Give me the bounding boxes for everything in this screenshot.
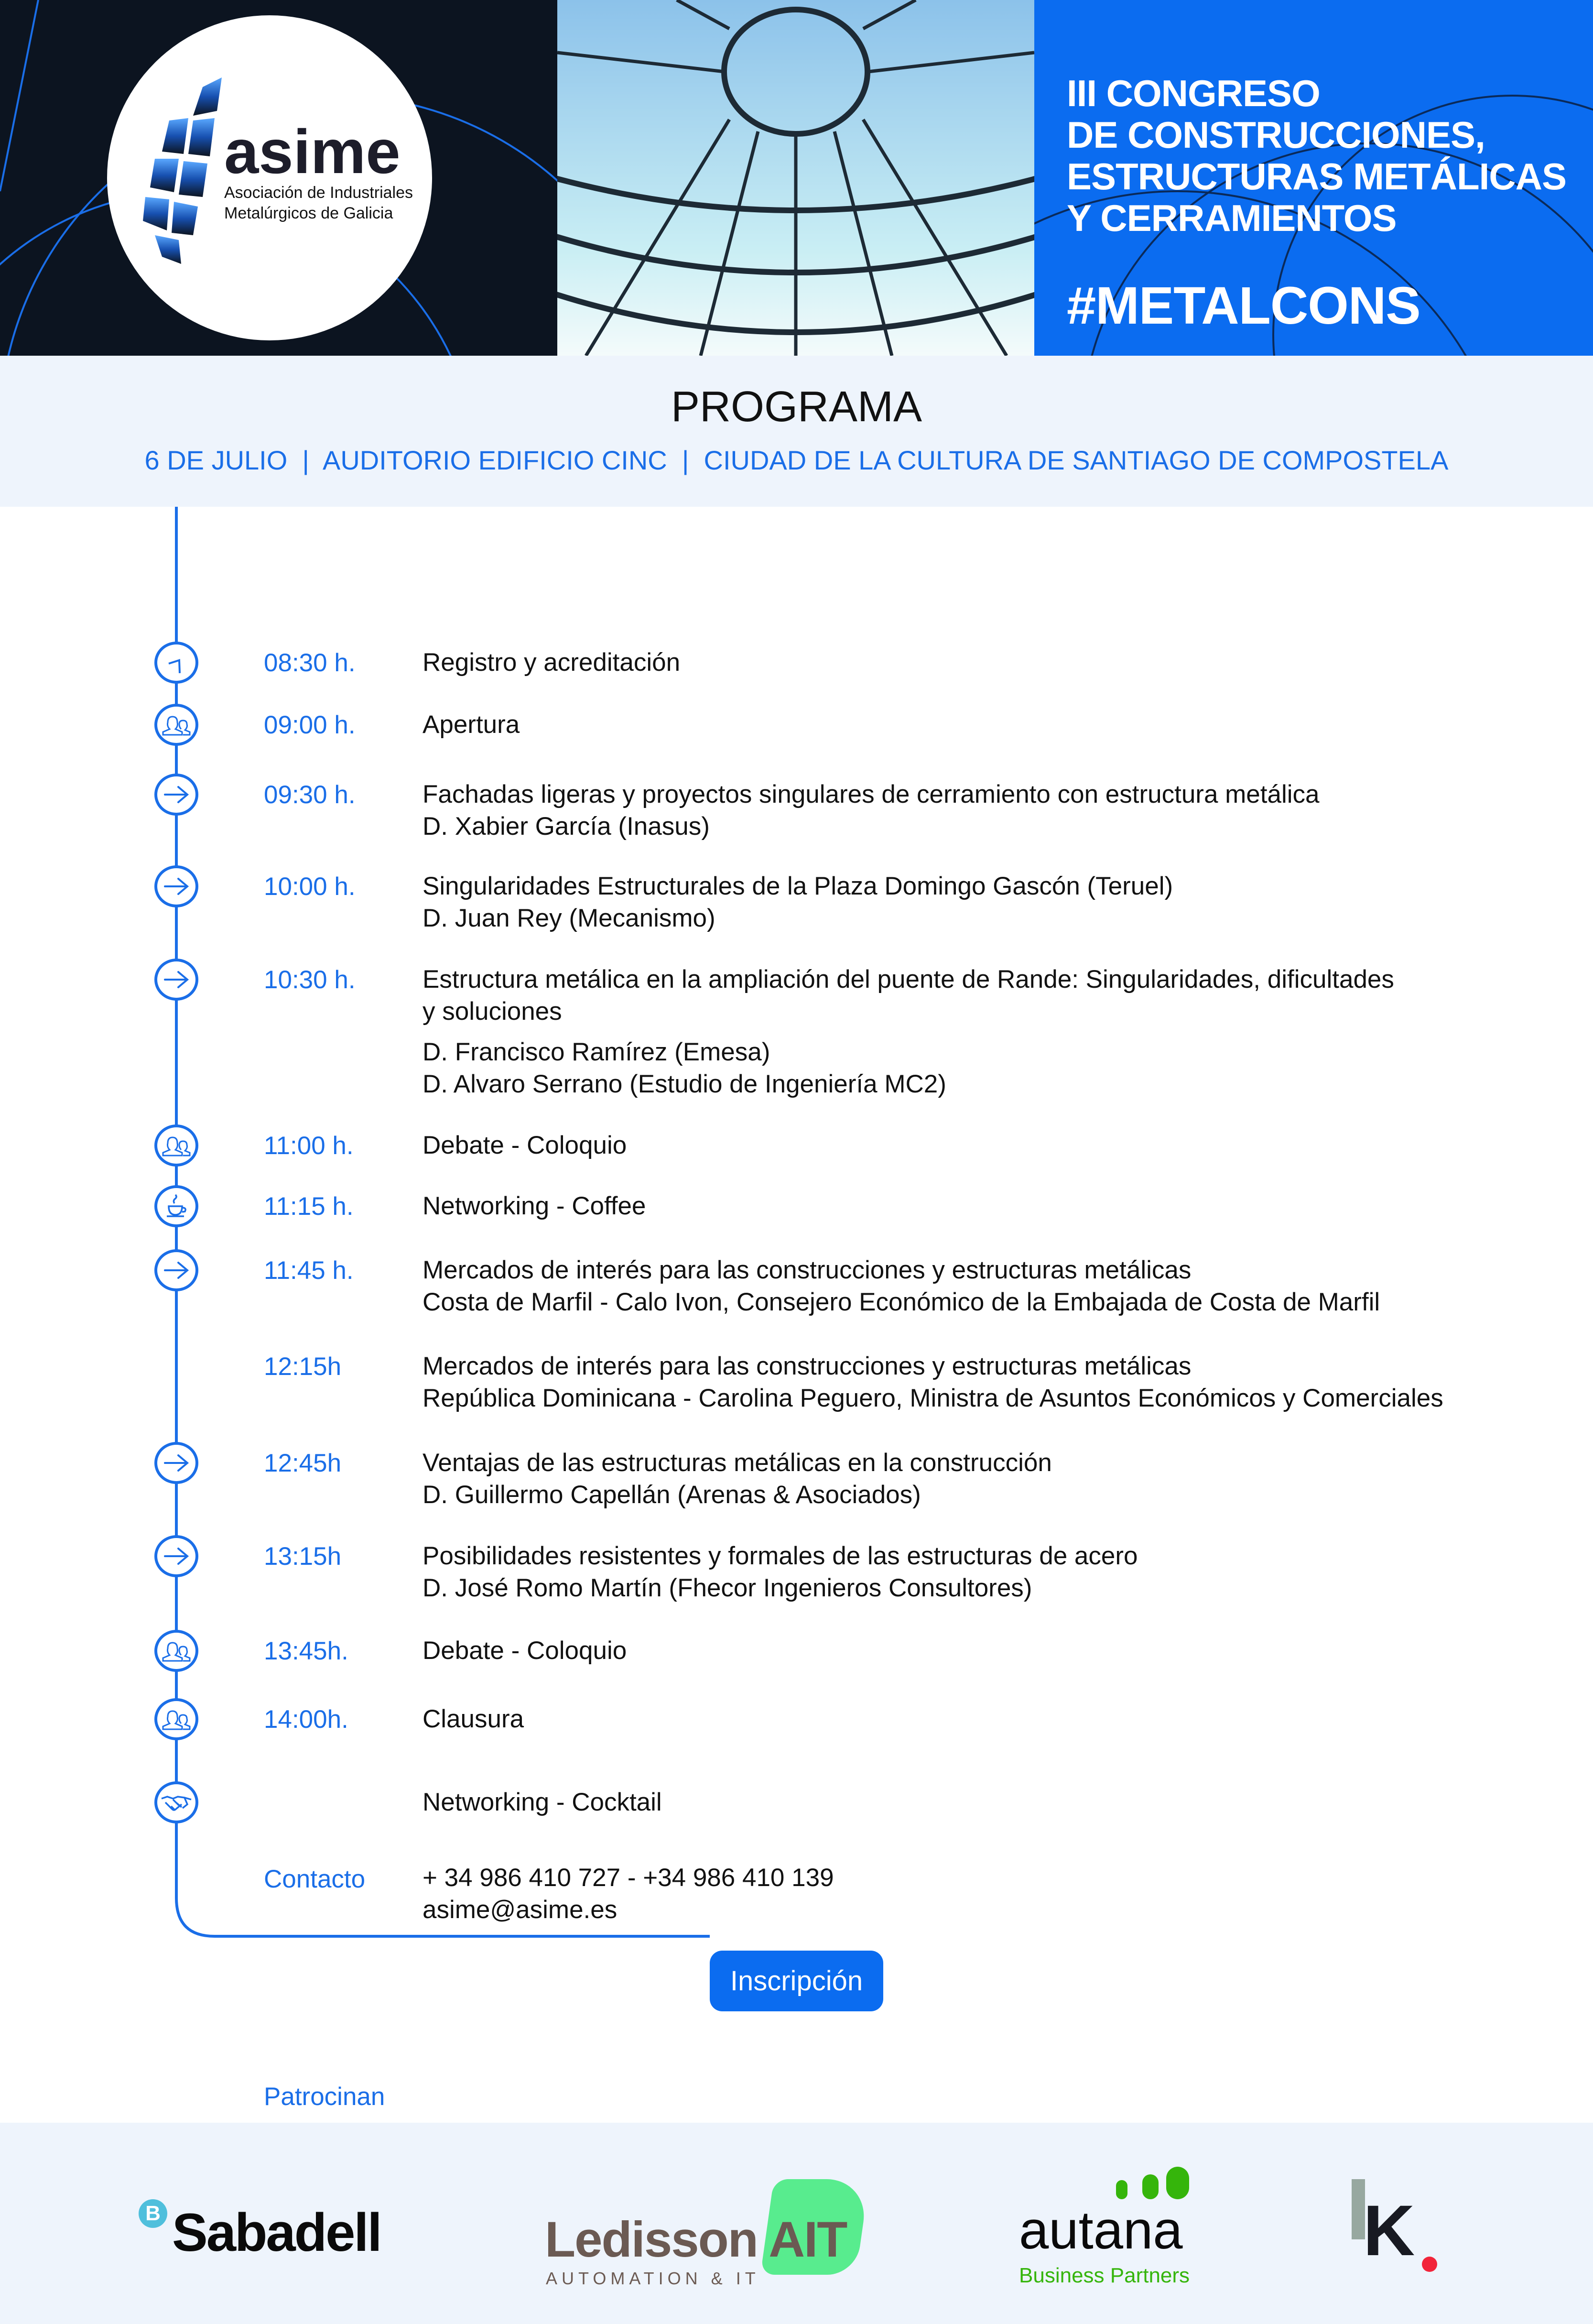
logo-name: asime	[224, 117, 401, 186]
arrow-right-icon	[154, 1442, 198, 1484]
schedule-time: 08:30 h.	[264, 649, 356, 677]
schedule-description: Mercados de interés para las construcciones y estructuras metálicas	[423, 1256, 1192, 1284]
schedule-time: 14:00h.	[264, 1705, 348, 1734]
congress-title-line: III CONGRESO	[1067, 72, 1320, 114]
schedule-time: 10:00 h.	[264, 873, 356, 901]
schedule-time: 13:15h	[264, 1542, 342, 1571]
sabadell-logo: B	[139, 2199, 167, 2228]
schedule-description: Ventajas de las estructuras metálicas en la construcción	[423, 1449, 1052, 1477]
contact-label: Contacto	[264, 1865, 366, 1893]
contact-phones: + 34 986 410 727 - +34 986 410 139	[423, 1864, 834, 1892]
logo-subtitle-1: Asociación de Industriales	[224, 184, 413, 202]
schedule-description: Fachadas ligeras y proyectos singulares de cerramiento con estructura metálica	[423, 780, 1320, 808]
congress-title-line: DE CONSTRUCCIONES,	[1067, 114, 1485, 156]
lk-logo-dot	[1422, 2257, 1437, 2272]
autana-tagline: Business Partners	[1019, 2264, 1190, 2287]
coffee-icon	[154, 1185, 198, 1227]
schedule-description: D. Alvaro Serrano (Estudio de Ingeniería MC2)	[423, 1070, 946, 1098]
arrow-right-icon	[154, 959, 198, 1001]
header-banner	[0, 0, 1593, 356]
contact-email[interactable]: asime@asime.es	[423, 1896, 618, 1924]
timeline-line	[0, 507, 717, 1989]
arrow-right-icon	[154, 774, 198, 816]
hashtag: #METALCONS	[1067, 276, 1420, 335]
sponsors-band	[0, 2123, 1593, 2324]
schedule-time: 13:45h.	[264, 1637, 348, 1665]
schedule-time: 09:30 h.	[264, 781, 356, 809]
register-button[interactable]: Inscripción	[710, 1951, 883, 2011]
people-icon	[154, 704, 198, 746]
clock-icon	[154, 642, 198, 684]
congress-title-line: Y CERRAMIENTOS	[1067, 197, 1397, 239]
arrow-right-icon	[154, 1249, 198, 1291]
congress-title-line: ESTRUCTURAS METÁLICAS	[1067, 155, 1566, 197]
schedule-description: República Dominicana - Carolina Peguero, Ministra de Asuntos Económicos y Comerciales	[423, 1384, 1443, 1412]
sabadell-logo-text: Sabadell	[172, 2203, 381, 2262]
schedule-description: D. Guillermo Capellán (Arenas & Asociados)	[423, 1481, 921, 1509]
event-details: 6 DE JULIO | AUDITORIO EDIFICIO CINC | CIUDAD DE LA CULTURA DE SANTIAGO DE COMPOSTELA	[144, 445, 1449, 475]
schedule-description: Estructura metálica en la ampliación del puente de Rande: Singularidades, dificultades	[423, 965, 1394, 993]
autana-dot	[1142, 2174, 1159, 2199]
schedule-description: D. Xabier García (Inasus)	[423, 812, 710, 840]
schedule-description: Networking - Cocktail	[423, 1788, 662, 1816]
autana-dot	[1166, 2167, 1189, 2199]
people-icon	[154, 1698, 198, 1740]
handshake-icon	[154, 1781, 198, 1823]
schedule-time: 11:00 h.	[264, 1132, 354, 1160]
schedule-description: Costa de Marfil - Calo Ivon, Consejero Económico de la Embajada de Costa de Marfil	[423, 1288, 1380, 1316]
logo-tiles-icon	[121, 68, 231, 288]
people-icon	[154, 1630, 198, 1672]
schedule-time: 09:00 h.	[264, 711, 356, 739]
people-icon	[154, 1124, 198, 1167]
schedule-description: Networking - Coffee	[423, 1192, 646, 1220]
schedule-description: D. Juan Rey (Mecanismo)	[423, 904, 715, 932]
schedule-description: Debate - Coloquio	[423, 1131, 627, 1159]
arrow-right-icon	[154, 1535, 198, 1577]
schedule-time: 11:45 h.	[264, 1256, 354, 1285]
logo-subtitle-2: Metalúrgicos de Galicia	[224, 204, 393, 222]
schedule-time: 12:15h	[264, 1353, 342, 1381]
schedule-description: Debate - Coloquio	[423, 1637, 627, 1665]
dome-photo	[557, 0, 1034, 356]
lk-logo-k: K	[1363, 2190, 1415, 2270]
schedule-description: Apertura	[423, 710, 520, 739]
schedule-description: D. José Romo Martín (Fhecor Ingenieros Consultores)	[423, 1574, 1032, 1602]
ledisson-logo-text: Ledisson AIT	[545, 2212, 847, 2268]
autana-dot	[1116, 2180, 1127, 2199]
schedule-description: Posibilidades resistentes y formales de las estructuras de acero	[423, 1542, 1138, 1570]
schedule-description: Singularidades Estructurales de la Plaza Domingo Gascón (Teruel)	[423, 872, 1173, 900]
ledisson-tagline: AUTOMATION & IT	[546, 2269, 760, 2288]
schedule-description: Clausura	[423, 1705, 524, 1733]
program-title: PROGRAMA	[671, 383, 922, 431]
schedule-description: Mercados de interés para las construcciones y estructuras metálicas	[423, 1352, 1192, 1380]
schedule-time: 10:30 h.	[264, 966, 356, 994]
dome-structure-image	[557, 0, 1034, 356]
sponsors-label: Patrocinan	[264, 2083, 385, 2111]
arrow-right-icon	[154, 865, 198, 907]
schedule-time: 11:15 h.	[264, 1192, 354, 1221]
schedule-description: Registro y acreditación	[423, 648, 681, 676]
schedule-description: y soluciones	[423, 997, 562, 1026]
schedule-time: 12:45h	[264, 1449, 342, 1477]
autana-logo-text: autana	[1019, 2200, 1183, 2260]
asime-logo	[107, 15, 432, 340]
schedule-description: D. Francisco Ramírez (Emesa)	[423, 1038, 770, 1066]
